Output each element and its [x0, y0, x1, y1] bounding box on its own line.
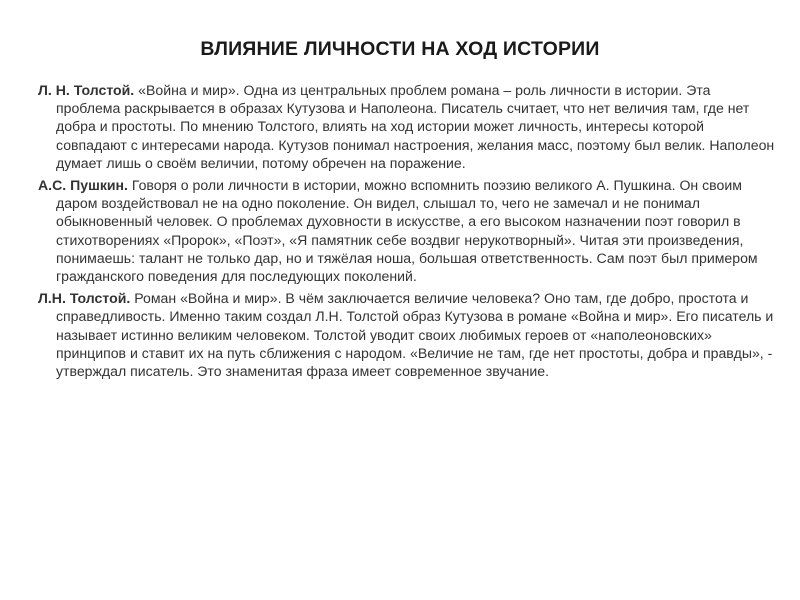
slide-content — [38, 81, 778, 384]
paragraph-tolstoy-2 — [38, 289, 778, 380]
paragraph-tolstoy-1 — [38, 81, 778, 172]
paragraph-text: Говоря о роли личности в истории, можно вспомнить поэзию великого А. Пушкина. Он своим даром воздействовал не на одно поколение. Он видел, слышал то, чего не замечал и не понимал обыкновенный человек. О проблемах духовности в искусстве, а его высоком назначении поэт говорил в стихотворениях «Пророк», «Поэт», «Я памятник себе воздвиг нерукотворный». Читая эти произведения, понимаешь: талант не только дар, но и тяжёлая ноша, большая ответственность. Сам поэт был примером гражданского поведения для последующих поколений. — [56, 177, 758, 285]
paragraph-pushkin — [38, 176, 778, 285]
paragraph-author: Л. Н. Толстой. — [38, 82, 135, 98]
paragraph-author: А.С. Пушкин. — [38, 177, 128, 194]
paragraph-text: Роман «Война и мир». В чём заключается величие человека? Оно там, где добро, простота и справедливость. Именно таким создал Л.Н. Толстой образ Кутузова в романе «Война и мир». Его писатель и называет истинно великим человеком. Толстой уводит своих любимых героев от «наполеоновских» принципов и ставит их на путь сближения с народом. «Величие не там, где нет простоты, добра и правды», - утверждал писатель. Это знаменитая фраза имеет современное звучание. — [56, 290, 774, 380]
paragraph-author: Л.Н. Толстой. — [38, 290, 131, 307]
slide-title: ВЛИЯНИЕ ЛИЧНОСТИ НА ХОД ИСТОРИИ — [200, 38, 600, 60]
paragraph-text: «Война и мир». Одна из центральных проблем романа – роль личности в истории. Эта проблема раскрывается в образах Кутузова и Наполеона. Писатель считает, что нет величия там, где нет добра и простоты. По мнению Толстого, влиять на ход истории может личность, интересы которой совпадают с интересами народа. Кутузов понимал настроения, желания масс, поэтому был велик. Наполеон думает лишь о своём величии, потому обречен на поражение. — [56, 82, 775, 171]
